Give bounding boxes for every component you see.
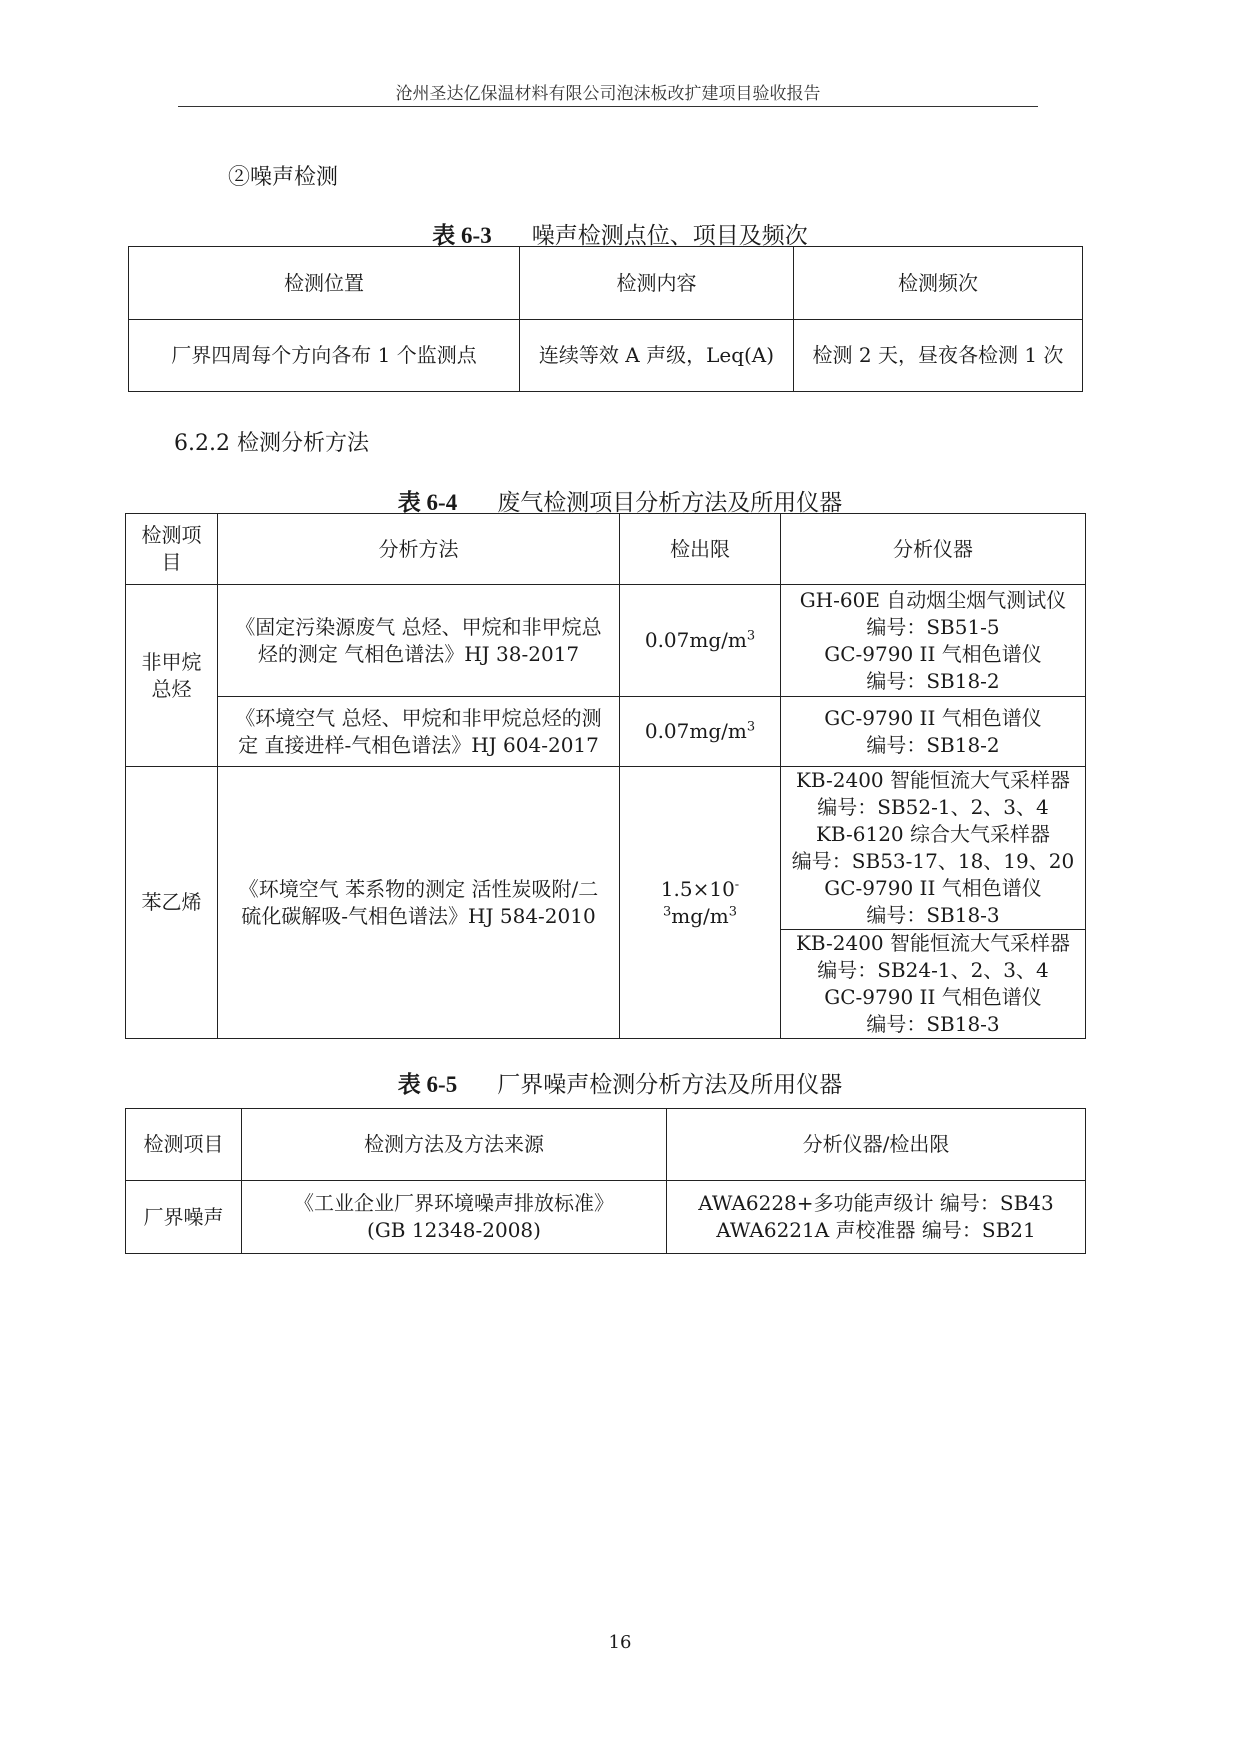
caption-number: 表 6-5: [397, 1072, 458, 1097]
limit-cell: $0.07mg/m^3$: [620, 697, 781, 767]
page-number: 16: [608, 1632, 632, 1653]
section-heading: 6.2.2 检测分析方法: [174, 431, 369, 456]
noise-heading: ②噪声检测: [228, 165, 339, 190]
caption-number: 表 6-4: [397, 490, 458, 515]
page-header: 沧州圣达亿保温材料有限公司泡沫板改扩建项目验收报告: [178, 84, 1038, 107]
instrument-cell: GH-60E 自动烟尘烟气测试仪 编号：SB51-5 GC-9790 II 气相色谱仪 编号：SB18-2: [781, 585, 1086, 697]
method-cell: 《环境空气 苯系物的测定 活性炭吸附/二 硫化碳解吸-气相色谱法》HJ 584-2010: [218, 767, 620, 1039]
table-header: 检出限: [620, 514, 781, 585]
item-cell: 非甲烷 总烃: [126, 585, 218, 767]
instrument-cell: GC-9790 II 气相色谱仪 编号：SB18-2: [781, 697, 1086, 767]
table-6-3: [128, 246, 1083, 392]
instrument-cell: AWA6228+多功能声级计 编号：SB43 AWA6221A 声校准器 编号：SB21: [667, 1181, 1086, 1254]
table-cell: 检测 2 天，昼夜各检测 1 次: [794, 320, 1083, 392]
method-cell: 《环境空气 总烃、甲烷和非甲烷总烃的测 定 直接进样-气相色谱法》HJ 604-2017: [218, 697, 620, 767]
method-cell: 《固定污染源废气 总烃、甲烷和非甲烷总 烃的测定 气相色谱法》HJ 38-2017: [218, 585, 620, 697]
item-cell: 厂界噪声: [126, 1181, 242, 1254]
limit-cell: $1.5\times 10^{-3}mg/m^3$: [620, 767, 781, 1039]
table-header: 检测位置: [129, 247, 520, 320]
table-header: 检测方法及方法来源: [242, 1109, 667, 1181]
item-cell: 苯乙烯: [126, 767, 218, 1039]
table-cell: 厂界四周每个方向各布 1 个监测点: [129, 320, 520, 392]
table-header: 分析仪器: [781, 514, 1086, 585]
table-6-5-caption: [0, 1066, 1240, 1099]
table-header: 检测项目: [126, 514, 218, 585]
instrument-cell: KB-2400 智能恒流大气采样器 编号：SB52-1、2、3、4 KB-6120 综合大气采样器 编号：SB53-17、18、19、20 GC-9790 II 气相色谱仪 编号：SB18-3: [781, 767, 1086, 930]
table-header: 分析仪器/检出限: [667, 1109, 1086, 1181]
table-header: 检测内容: [520, 247, 794, 320]
method-cell: 《工业企业厂界环境噪声排放标准》 (GB 12348-2008): [242, 1181, 667, 1254]
caption-title: 厂界噪声检测分析方法及所用仪器: [497, 1072, 843, 1098]
instrument-cell: KB-2400 智能恒流大气采样器 编号：SB24-1、2、3、4 GC-9790 II 气相色谱仪 编号：SB18-3: [781, 930, 1086, 1039]
table-6-5: [125, 1108, 1086, 1254]
table-cell: 连续等效 A 声级，Leq(A): [520, 320, 794, 392]
caption-title: 噪声检测点位、项目及频次: [531, 223, 808, 249]
caption-number: 表 6-3: [432, 223, 492, 248]
limit-cell: $0.07mg/m^3$: [620, 585, 781, 697]
caption-title: 废气检测项目分析方法及所用仪器: [497, 490, 843, 516]
table-header: 分析方法: [218, 514, 620, 585]
table-header: 检测项目: [126, 1109, 242, 1181]
table-6-4: [125, 513, 1086, 1039]
table-header: 检测频次: [794, 247, 1083, 320]
